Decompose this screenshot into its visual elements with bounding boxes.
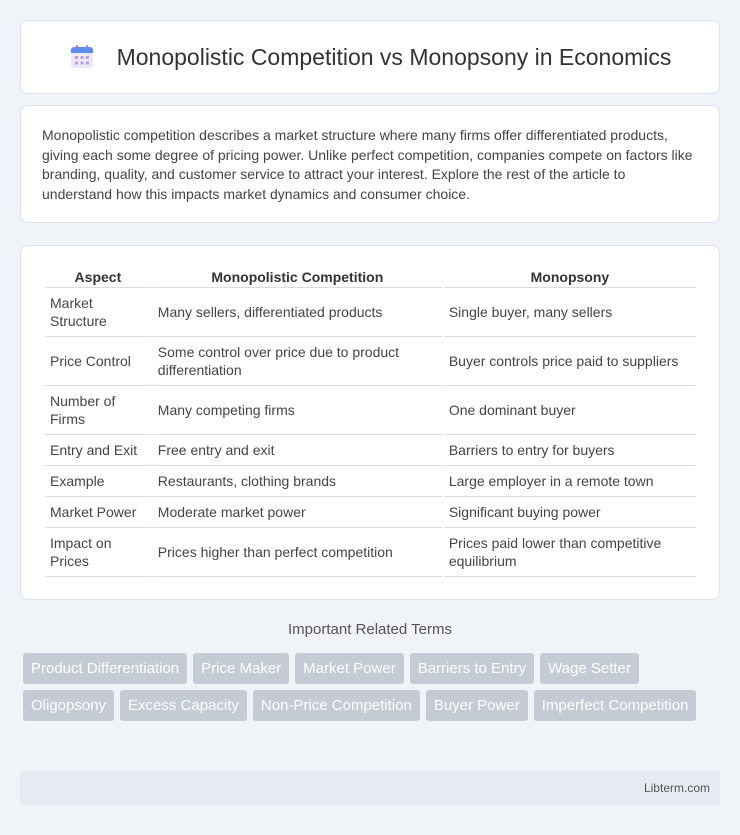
related-term-tag[interactable]: Price Maker (193, 653, 289, 684)
column-header-monopolistic: Monopolistic Competition (153, 266, 442, 288)
table-cell-aspect: Example (45, 466, 151, 497)
footer-site-link[interactable]: Libterm.com (643, 781, 710, 795)
related-term-tag[interactable]: Imperfect Competition (534, 690, 697, 721)
table-cell: Prices higher than perfect competition (153, 528, 442, 577)
table-cell: Buyer controls price paid to suppliers (444, 337, 696, 386)
table-cell: Restaurants, clothing brands (153, 466, 442, 497)
related-term-tag[interactable]: Barriers to Entry (410, 653, 534, 684)
table-cell: Single buyer, many sellers (444, 288, 696, 337)
related-term-tag[interactable]: Product Differentiation (23, 653, 187, 684)
table-cell: Prices paid lower than competitive equilibrium (444, 528, 696, 577)
table-cell-aspect: Number of Firms (45, 386, 151, 435)
table-header-row (45, 266, 696, 288)
table-cell-aspect: Impact on Prices (45, 528, 151, 577)
related-term-tag[interactable]: Oligopsony (23, 690, 114, 721)
table-cell-aspect: Price Control (45, 337, 151, 386)
table-row (45, 386, 696, 435)
intro-card (20, 105, 720, 223)
table-row (45, 435, 696, 466)
table-cell: Moderate market power (153, 497, 442, 528)
footer (20, 771, 720, 805)
table-cell: Some control over price due to product differentiation (153, 337, 442, 386)
table-cell: Free entry and exit (153, 435, 442, 466)
table-cell: Large employer in a remote town (444, 466, 696, 497)
related-term-tag[interactable]: Wage Setter (540, 653, 639, 684)
page-title: Monopolistic Competition vs Monopsony in Economics (116, 43, 672, 70)
comparison-table-card (20, 245, 720, 600)
related-term-tag[interactable]: Buyer Power (426, 690, 528, 721)
table-cell: Barriers to entry for buyers (444, 435, 696, 466)
comparison-table (43, 266, 698, 577)
related-term-tag[interactable]: Non-Price Competition (253, 690, 420, 721)
related-term-tag[interactable]: Market Power (295, 653, 404, 684)
table-row (45, 288, 696, 337)
header-card (20, 20, 720, 94)
related-term-tag[interactable]: Excess Capacity (120, 690, 247, 721)
table-row (45, 466, 696, 497)
table-row (45, 528, 696, 577)
table-cell-aspect: Market Structure (45, 288, 151, 337)
table-cell: One dominant buyer (444, 386, 696, 435)
calendar-icon (69, 44, 95, 70)
column-header-aspect: Aspect (45, 266, 151, 288)
table-cell-aspect: Market Power (45, 497, 151, 528)
intro-text: Monopolistic competition describes a market structure where many firms offer differentiated products, giving each some degree of pricing power. Unlike perfect competition, companies compete on factors like branding, quality, and customer service to attract your interest. Explore the rest of the article to understand how this impacts market dynamics and consumer choice. (42, 127, 693, 202)
table-cell: Many sellers, differentiated products (153, 288, 442, 337)
table-cell: Significant buying power (444, 497, 696, 528)
column-header-monopsony: Monopsony (444, 266, 696, 288)
related-terms-list (23, 653, 713, 727)
table-row (45, 497, 696, 528)
table-row (45, 337, 696, 386)
related-terms-title: Important Related Terms (288, 621, 452, 638)
table-cell-aspect: Entry and Exit (45, 435, 151, 466)
table-cell: Many competing firms (153, 386, 442, 435)
